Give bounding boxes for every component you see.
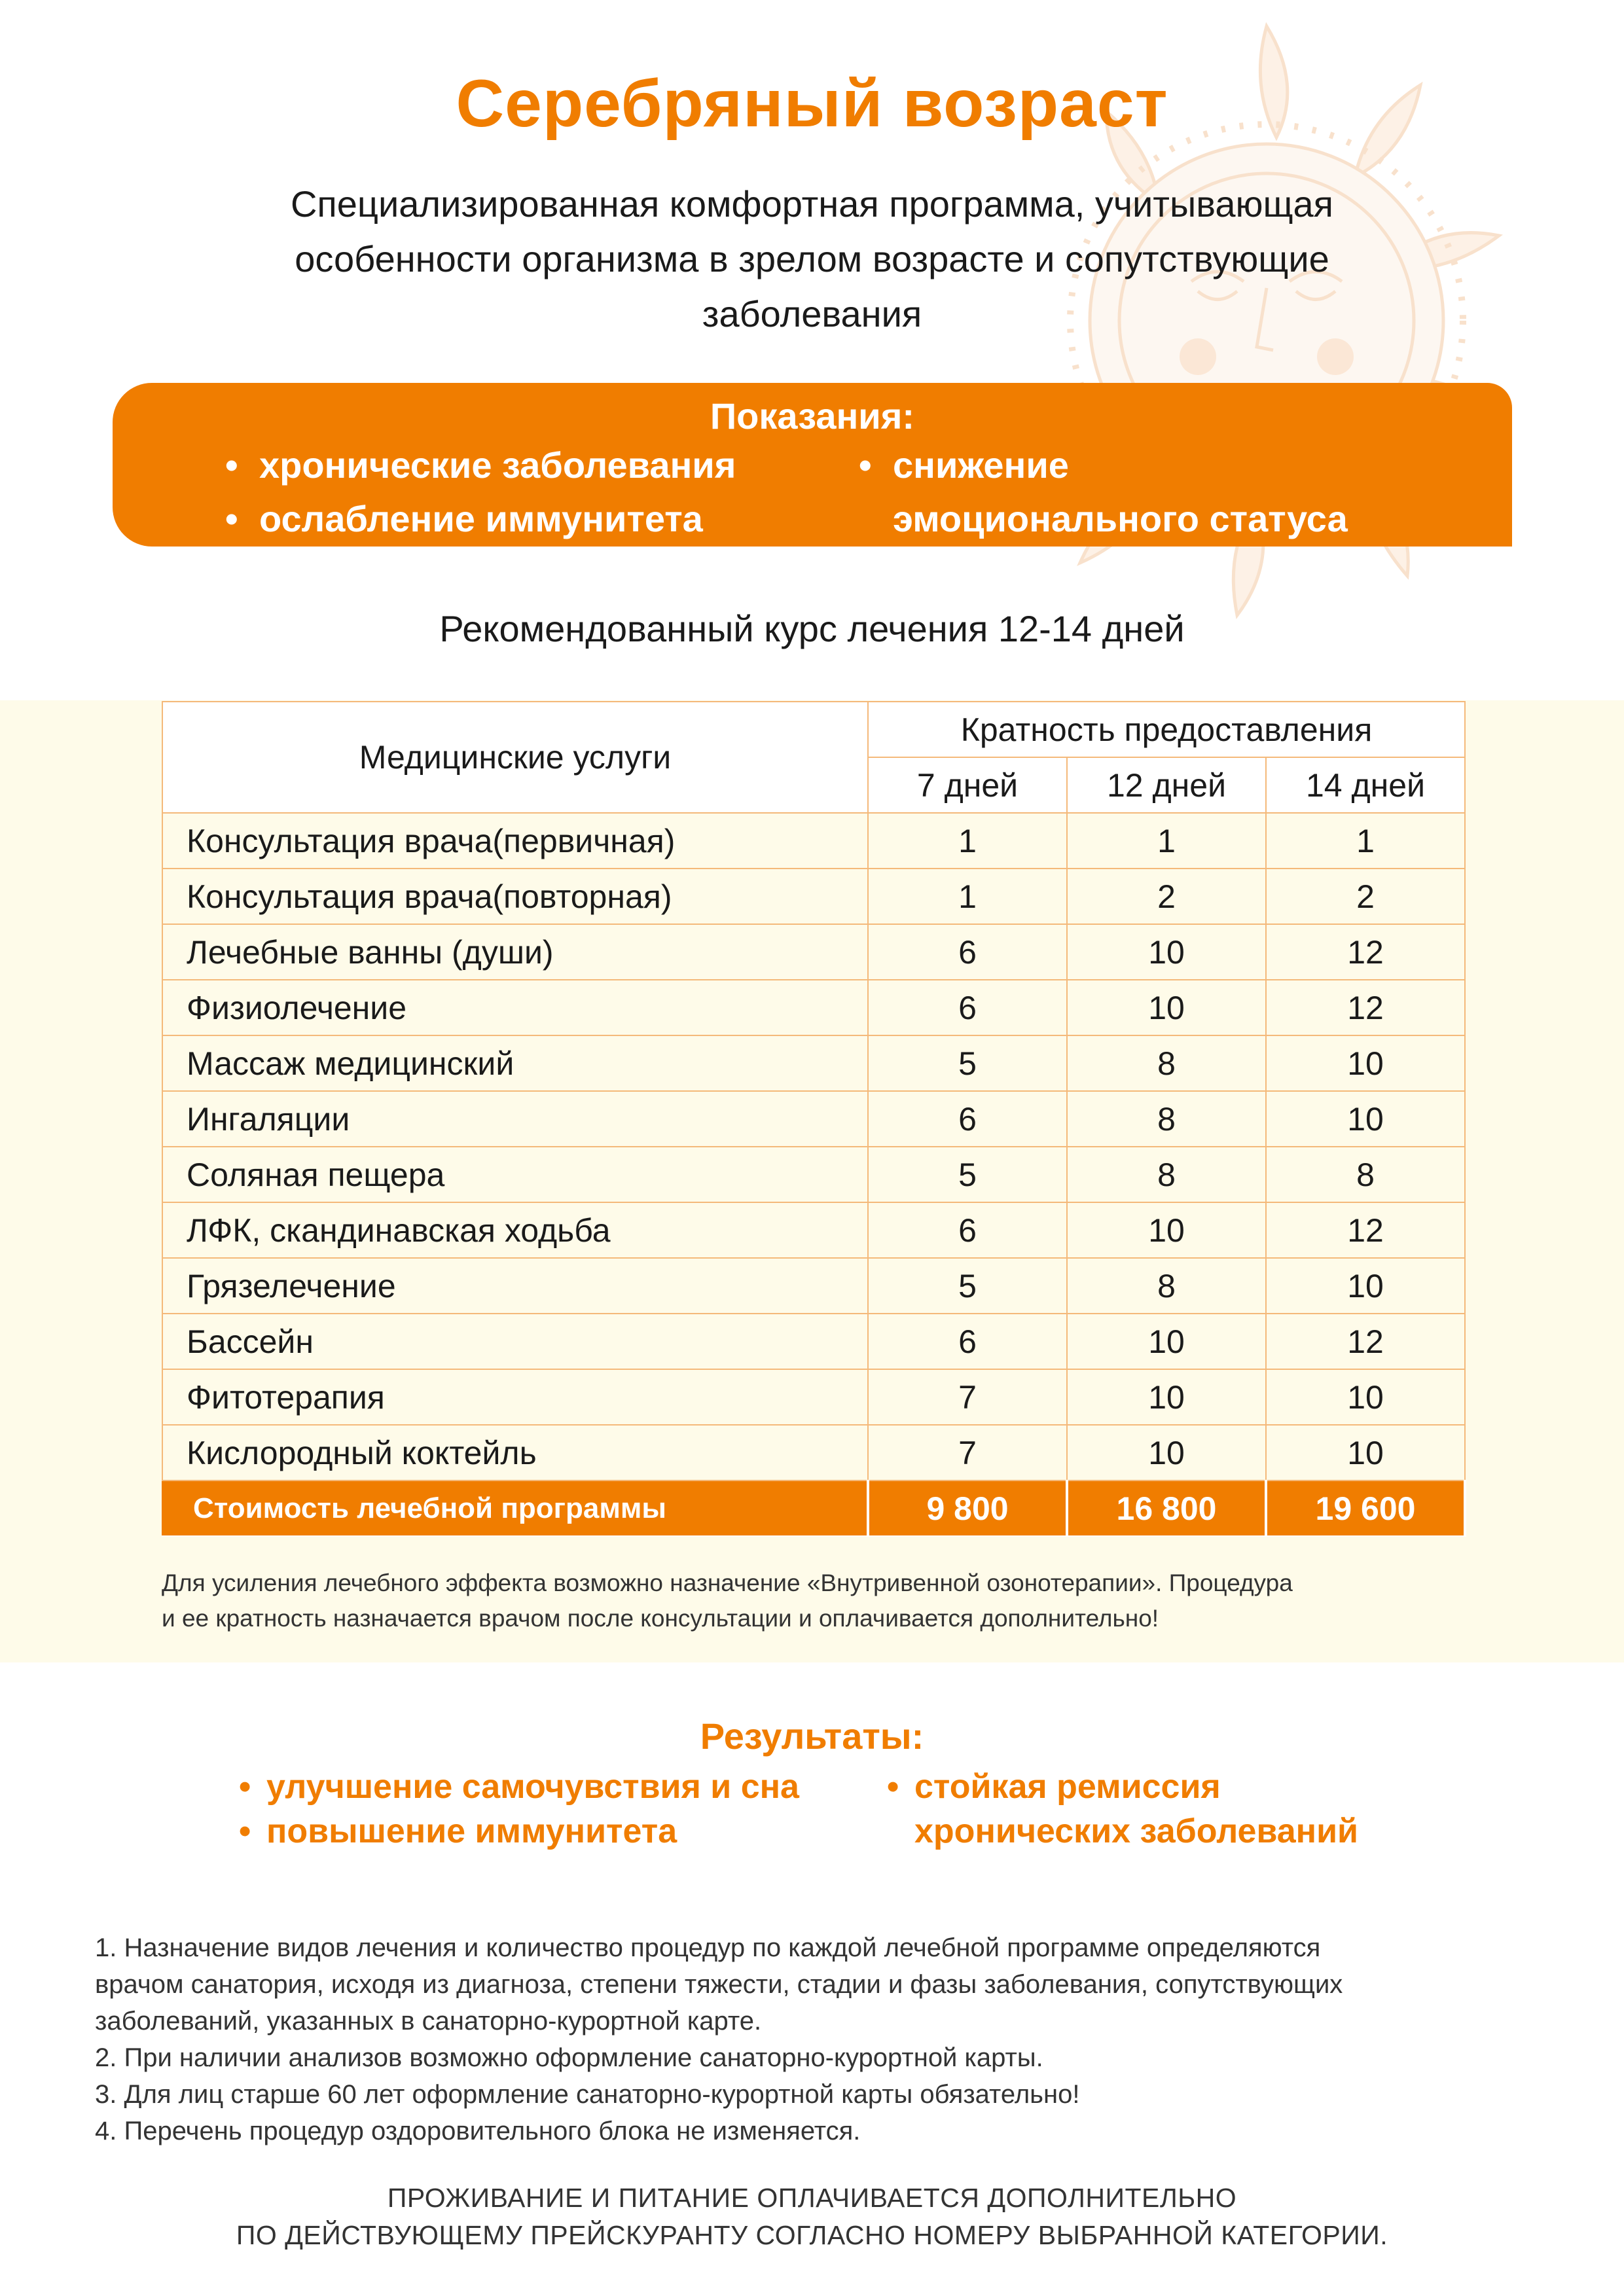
course-duration: Рекомендованный курс лечения 12-14 дней — [439, 608, 1185, 649]
count-12-days: 10 — [1067, 1425, 1266, 1480]
count-7-days: 5 — [868, 1035, 1067, 1091]
count-12-days: 1 — [1067, 813, 1266, 869]
service-name: ЛФК, скандинавская ходьба — [162, 1202, 868, 1258]
count-7-days: 6 — [868, 924, 1067, 980]
subtitle-line: особенности организма в зрелом возрасте и сопутствующие — [295, 238, 1329, 279]
accommodation-notice — [0, 2179, 1624, 2254]
bullet-icon: • — [225, 498, 238, 539]
total-price: 19 600 — [1266, 1480, 1465, 1536]
total-label: Стоимость лечебной программы — [162, 1480, 868, 1536]
header-duration: 14 дней — [1266, 757, 1465, 813]
footnote-line: врачом санатория, исходя из диагноза, степени тяжести, стадии и фазы заболевания, сопутствующих — [95, 1970, 1343, 1999]
service-name: Ингаляции — [162, 1091, 868, 1147]
count-14-days: 12 — [1266, 1202, 1465, 1258]
count-7-days: 1 — [868, 813, 1067, 869]
indications-title: Показания: — [710, 395, 915, 437]
count-14-days: 10 — [1266, 1369, 1465, 1425]
count-12-days: 10 — [1067, 1314, 1266, 1369]
table-row — [162, 1147, 1465, 1202]
subtitle-line: Специализированная комфортная программа, учитывающая — [290, 183, 1334, 224]
count-12-days: 8 — [1067, 1035, 1266, 1091]
count-12-days: 8 — [1067, 1091, 1266, 1147]
service-name: Бассейн — [162, 1314, 868, 1369]
subtitle — [164, 177, 1460, 342]
count-12-days: 8 — [1067, 1147, 1266, 1202]
service-name: Фитотерапия — [162, 1369, 868, 1425]
notice-line: ПО ДЕЙСТВУЮЩЕМУ ПРЕЙСКУРАНТУ СОГЛАСНО НОМЕРУ ВЫБРАННОЙ КАТЕГОРИИ. — [236, 2220, 1388, 2250]
results-title: Результаты: — [700, 1715, 924, 1757]
count-7-days: 6 — [868, 980, 1067, 1035]
count-7-days: 6 — [868, 1202, 1067, 1258]
count-14-days: 8 — [1266, 1147, 1465, 1202]
list-item: • повышение иммунитета — [239, 1809, 799, 1854]
count-7-days: 6 — [868, 1091, 1067, 1147]
footnote-line: 2. При наличии анализов возможно оформление санаторно-курортной карты. — [95, 2043, 1043, 2072]
footnote-line: 3. Для лиц старше 60 лет оформление санаторно-курортной карты обязательно! — [95, 2080, 1080, 2109]
service-name: Массаж медицинский — [162, 1035, 868, 1091]
bullet-icon: • — [887, 1768, 899, 1806]
page-title: Серебряный возраст — [456, 66, 1168, 141]
count-7-days: 7 — [868, 1369, 1067, 1425]
count-7-days: 6 — [868, 1314, 1067, 1369]
table-row — [162, 1035, 1465, 1091]
service-name: Консультация врача(повторная) — [162, 869, 868, 924]
service-name: Физиолечение — [162, 980, 868, 1035]
table-row — [162, 869, 1465, 924]
table-header-row — [162, 702, 1465, 757]
results-right-list — [887, 1765, 1358, 1854]
table-row — [162, 1369, 1465, 1425]
table-row — [162, 1258, 1465, 1314]
note-line: Для усиления лечебного эффекта возможно назначение «Внутривенной озонотерапии». Процедура — [162, 1570, 1293, 1596]
total-price: 9 800 — [868, 1480, 1067, 1536]
count-7-days: 5 — [868, 1147, 1067, 1202]
table-row — [162, 1314, 1465, 1369]
count-12-days: 8 — [1067, 1258, 1266, 1314]
service-name: Кислородный коктейль — [162, 1425, 868, 1480]
count-7-days: 1 — [868, 869, 1067, 924]
service-name: Соляная пещера — [162, 1147, 868, 1202]
services-table — [162, 701, 1466, 1537]
table-row — [162, 980, 1465, 1035]
notice-line: ПРОЖИВАНИЕ И ПИТАНИЕ ОПЛАЧИВАЕТСЯ ДОПОЛНИТЕЛЬНО — [387, 2183, 1237, 2213]
count-12-days: 10 — [1067, 980, 1266, 1035]
header-duration: 12 дней — [1067, 757, 1266, 813]
list-item-continuation: эмоционального статуса — [893, 498, 1348, 539]
count-14-days: 12 — [1266, 980, 1465, 1035]
count-14-days: 12 — [1266, 1314, 1465, 1369]
footnote-line: 1. Назначение видов лечения и количество процедур по каждой лечебной программе определяются — [95, 1933, 1321, 1962]
list-item: • снижение — [859, 439, 1348, 492]
list-item: • хронические заболевания — [225, 439, 736, 492]
count-12-days: 10 — [1067, 1202, 1266, 1258]
indications-banner — [113, 383, 1512, 547]
count-14-days: 1 — [1266, 813, 1465, 869]
results-left-list — [239, 1765, 799, 1854]
table-body — [162, 813, 1465, 1480]
indications-right-list — [859, 439, 1348, 546]
count-14-days: 12 — [1266, 924, 1465, 980]
count-12-days: 10 — [1067, 1369, 1266, 1425]
count-14-days: 10 — [1266, 1258, 1465, 1314]
count-14-days: 2 — [1266, 869, 1465, 924]
note-line: и ее кратность назначается врачом после консультации и оплачивается дополнительно! — [162, 1605, 1159, 1632]
count-14-days: 10 — [1266, 1091, 1465, 1147]
bullet-icon: • — [239, 1768, 251, 1806]
header-services: Медицинские услуги — [162, 702, 868, 813]
total-price: 16 800 — [1067, 1480, 1266, 1536]
table-row — [162, 1202, 1465, 1258]
footnote-line: 4. Перечень процедур оздоровительного блока не изменяется. — [95, 2117, 861, 2145]
ozone-note — [162, 1566, 1471, 1636]
footnotes — [95, 1929, 1548, 2149]
bullet-icon: • — [859, 444, 872, 486]
table-row — [162, 1425, 1465, 1480]
list-item-continuation: хронических заболеваний — [914, 1812, 1359, 1850]
header-duration: 7 дней — [868, 757, 1067, 813]
table-row — [162, 924, 1465, 980]
footnote-line: заболеваний, указанных в санаторно-курортной карте. — [95, 2007, 762, 2036]
count-12-days: 2 — [1067, 869, 1266, 924]
list-item: • улучшение самочувствия и сна — [239, 1765, 799, 1809]
bullet-icon: • — [225, 444, 238, 486]
list-item: • стойкая ремиссия — [887, 1765, 1358, 1809]
count-12-days: 10 — [1067, 924, 1266, 980]
count-14-days: 10 — [1266, 1035, 1465, 1091]
count-14-days: 10 — [1266, 1425, 1465, 1480]
header-frequency: Кратность предоставления — [868, 702, 1465, 757]
subtitle-line: заболевания — [702, 293, 922, 334]
table-row — [162, 1091, 1465, 1147]
count-7-days: 5 — [868, 1258, 1067, 1314]
count-7-days: 7 — [868, 1425, 1067, 1480]
total-row — [162, 1480, 1465, 1536]
table-row — [162, 813, 1465, 869]
service-name: Грязелечение — [162, 1258, 868, 1314]
indications-left-list — [225, 439, 736, 546]
bullet-icon: • — [239, 1812, 251, 1850]
service-name: Лечебные ванны (души) — [162, 924, 868, 980]
service-name: Консультация врача(первичная) — [162, 813, 868, 869]
list-item: • ослабление иммунитета — [225, 492, 736, 546]
